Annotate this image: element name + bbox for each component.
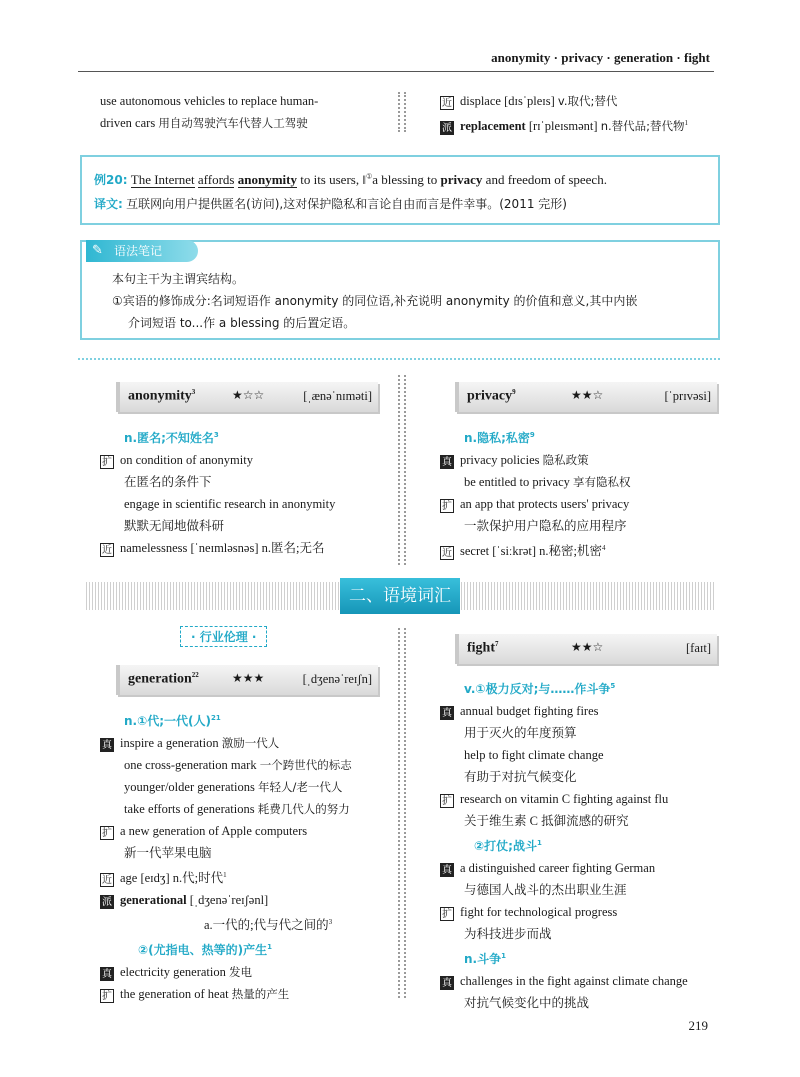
anonymity-ipa: [ˌænəˈnɪməti] (303, 389, 372, 403)
fight-example-5 (440, 901, 730, 923)
fight-ipa: [faɪt] (686, 641, 711, 655)
anonymity-pos (100, 424, 390, 449)
privacy-frequency: 9 (512, 388, 516, 396)
privacy-headword (467, 388, 516, 405)
generation-example-5-en: a new generation of Apple computers (120, 824, 308, 838)
fight-pos-2 (440, 832, 730, 857)
entry-anonymity (116, 382, 406, 412)
generation-pos-2 (100, 936, 390, 961)
anonymity-example-1 (100, 449, 390, 471)
fight-pos-3-text: n.斗争 (464, 952, 502, 966)
fight-pos-2-text: ②打仗;战斗 (474, 839, 537, 853)
privacy-example-2-en: be entitled to privacy (464, 475, 570, 489)
generation-ipa: [ˌdʒenəˈreɪʃn] (302, 672, 372, 686)
top-left-line-2-en: driven cars (100, 116, 156, 130)
exam-tag: 真 (102, 740, 112, 751)
privacy-example-1-zh: 隐私政策 (542, 453, 589, 467)
privacy-ipa: [ˈprɪvəsi] (664, 389, 711, 403)
privacy-synonym-frequency: 4 (601, 544, 606, 552)
generation-example-6-zh: 发电 (228, 965, 252, 980)
derivative-tag: 派 (442, 123, 452, 135)
generational-word: generational (120, 893, 187, 908)
pen-icon: ✎ (92, 243, 103, 258)
synonym-tag: 近 (102, 545, 112, 556)
generation-pos-1-text: n.①代;一代(人) (124, 714, 212, 728)
extension-tag: 扩 (102, 457, 112, 468)
privacy-headword-bar (455, 382, 717, 412)
grammar-line-3: 介词短语 to...作 a blessing 的后置定语。 (128, 316, 356, 330)
synonym-tag: 近 (102, 875, 112, 887)
column-divider-top (398, 92, 406, 132)
translation-label: 译文: (94, 197, 123, 211)
replacement-word: replacement (460, 119, 526, 134)
generation-pos-1-frequency: 21 (211, 714, 221, 722)
privacy-example-1-en: privacy policies (460, 453, 540, 467)
anonymity-example-1-en: on condition of anonymity (120, 453, 253, 467)
exam-tag: 真 (442, 457, 452, 468)
exam-tag: 真 (102, 969, 112, 981)
privacy-synonym-text: secret [ˈsiːkrət] n.秘密;机密 (460, 544, 602, 559)
fight-pos-1 (440, 675, 730, 700)
grammar-line-1: 本句主干为主谓宾结构。 (112, 272, 245, 286)
generation-pos-2-frequency: 1 (267, 943, 273, 952)
generation-example-4-zh: 耗费几代人的努力 (257, 802, 350, 816)
privacy-synonym (440, 537, 730, 562)
privacy-word: privacy (467, 388, 513, 404)
top-left-line-2-zh: 用自动驾驶汽车代替人工驾驶 (158, 116, 308, 130)
generation-example-2-zh: 一个跨世代的标志 (259, 758, 352, 772)
generation-frequency: 22 (191, 671, 199, 679)
anonymity-headword-bar (116, 382, 378, 412)
privacy-example-2-zh: 享有隐私权 (573, 475, 631, 489)
fight-example-4 (440, 857, 730, 879)
generational-frequency: 3 (328, 918, 333, 927)
privacy-example-3-en: an app that protects users' privacy (460, 497, 630, 511)
generation-example-2 (100, 754, 390, 776)
example-subject: The Internet (130, 172, 195, 187)
anonymity-synonym-text: namelessness [ˈneɪmləsnəs] n.匿名;无名 (120, 541, 325, 555)
grammar-note-tab (86, 240, 198, 262)
synonym-tag: 近 (442, 98, 452, 109)
extension-tag: 扩 (442, 501, 452, 512)
privacy-star-rating: ★★☆ (571, 388, 604, 402)
entry-generation (116, 665, 406, 695)
exam-tag: 真 (442, 708, 452, 719)
fight-pos-3-frequency: 1 (501, 952, 506, 960)
example-verb: affords (197, 172, 235, 187)
anonymity-star-rating: ★☆☆ (232, 388, 265, 402)
header-rule (78, 71, 714, 72)
fight-example-6-en: challenges in the fight against climate change (460, 974, 688, 988)
privacy-pos (440, 424, 730, 449)
translation-text: 互联网向用户提供匿名(访问),这对保护隐私和言论自由而言是件幸事。(2011 完形) (126, 197, 567, 211)
displace-definition: v.取代;替代 (557, 94, 618, 108)
privacy-body (440, 424, 730, 562)
generation-synonym-text: age [eɪdʒ] n.代;时代 (120, 871, 224, 886)
fight-word: fight (467, 640, 495, 656)
top-right-continuation (440, 90, 730, 137)
fight-example-4-zh: 与德国人战斗的杰出职业生涯 (464, 883, 627, 897)
anonymity-frequency: 3 (191, 388, 196, 396)
fight-example-1 (440, 700, 730, 722)
anonymity-synonym (100, 537, 390, 559)
exam-tag: 真 (442, 978, 452, 989)
anonymity-word: anonymity (128, 388, 192, 404)
displace-ipa: [dɪsˈpleɪs] (504, 94, 555, 108)
fight-headword (467, 640, 499, 657)
generation-pos-1 (100, 707, 390, 732)
generation-example-3-zh: 年轻人/老一代人 (257, 780, 343, 794)
running-head: anonymity · privacy · generation · fight (491, 50, 710, 65)
example-part-4: to its users, (300, 172, 360, 187)
generation-example-2-en: one cross-generation mark (124, 758, 257, 772)
replacement-definition: n.替代品;替代物 (600, 119, 685, 134)
generation-example-1-en: inspire a generation (120, 736, 219, 750)
privacy-example-3-zh: 一款保护用户隐私的应用程序 (464, 519, 627, 533)
example-part-5: a blessing to (372, 172, 438, 187)
generation-example-7 (100, 983, 390, 1005)
anonymity-headword (128, 388, 195, 405)
generation-example-7-en: the generation of heat (120, 987, 229, 1002)
fight-example-2-en: help to fight climate change (464, 748, 604, 762)
generation-example-3-en: younger/older generations (124, 780, 255, 794)
top-left-line-2 (100, 112, 390, 134)
fight-frequency: 7 (495, 640, 499, 648)
generation-headword-bar (116, 665, 378, 695)
example-sentence-box (80, 155, 720, 225)
example-marker: ‖ (362, 172, 366, 187)
entry-fight (455, 634, 745, 664)
generation-pos-2-text: ②(尤指电、热等的)产生 (138, 943, 268, 958)
fight-example-1-en: annual budget fighting fires (460, 704, 599, 718)
generation-example-6-en: electricity generation (120, 965, 226, 980)
anonymity-example-2-en: engage in scientific research in anonymity (124, 497, 336, 511)
exam-tag: 真 (442, 865, 452, 876)
fight-pos-2-frequency: 1 (536, 839, 542, 847)
top-left-continuation (100, 90, 390, 134)
generation-example-4-en: take efforts of generations (124, 802, 255, 816)
generational-definition-text: a.一代的;代与代之间的 (204, 918, 329, 933)
privacy-pos-text: n.隐私;私密 (464, 431, 530, 445)
fight-pos-1-text: v.①极力反对;与……作斗争 (464, 682, 611, 696)
privacy-pos-frequency: 9 (529, 431, 535, 439)
generation-word: generation (128, 671, 192, 687)
example-circled-1: ① (366, 172, 373, 181)
fight-body (440, 675, 730, 1014)
generation-example-1 (100, 732, 390, 754)
generation-headword (128, 671, 199, 688)
section-title: 二、语境词汇 (340, 578, 460, 614)
entry-privacy (455, 382, 745, 412)
privacy-example-2 (440, 471, 730, 493)
fight-example-3-en: research on vitamin C fighting against flu (460, 792, 669, 806)
anonymity-body (100, 424, 390, 559)
example-privacy: privacy (440, 172, 483, 187)
grammar-note-title: 语法笔记 (114, 244, 163, 258)
generation-star-rating: ★★★ (232, 671, 265, 685)
generation-synonym (100, 864, 390, 889)
fight-example-3-zh: 关于维生素 C 抵御流感的研究 (464, 814, 629, 828)
generation-example-7-zh: 热量的产生 (231, 987, 290, 1002)
fight-example-6-zh: 对抗气候变化中的挑战 (464, 996, 590, 1010)
grammar-line-2: ①宾语的修饰成分:名词短语作 anonymity 的同位语,补充说明 anonymity 的价值和意义,其中内嵌 (112, 294, 638, 308)
generational-ipa: [ˌdʒenəˈreɪʃənl] (189, 893, 269, 908)
replacement-entry (440, 112, 730, 137)
fight-pos-1-frequency: 5 (610, 682, 616, 690)
fight-headword-bar (455, 634, 717, 664)
example-sentence (94, 171, 607, 188)
extension-tag: 扩 (102, 828, 112, 839)
sector-label: · 行业伦理 · (180, 626, 267, 647)
fight-example-4-en: a distinguished career fighting German (460, 861, 656, 875)
fight-example-2-zh: 有助于对抗气候变化 (464, 770, 577, 784)
generation-example-4 (100, 798, 390, 820)
fight-star-rating: ★★☆ (571, 640, 604, 654)
extension-tag: 扩 (442, 796, 452, 807)
top-left-line-1: use autonomous vehicles to replace human- (100, 94, 319, 108)
extension-tag: 扩 (442, 909, 452, 920)
fight-example-5-en: fight for technological progress (460, 905, 618, 919)
displace-word: displace (460, 94, 501, 108)
anonymity-example-2-zh: 默默无闻地做科研 (124, 519, 225, 533)
example-translation (94, 195, 567, 212)
generation-body (100, 707, 390, 1005)
example-object: anonymity (237, 172, 297, 187)
anonymity-example-1-zh: 在匿名的条件下 (124, 475, 212, 489)
fight-pos-3 (440, 945, 730, 970)
generational-definition (100, 911, 390, 936)
replacement-ipa: [rɪˈpleɪsmənt] (528, 119, 598, 134)
generation-example-5-zh: 新一代苹果电脑 (124, 846, 212, 860)
example-label: 例20: (94, 173, 128, 187)
grammar-note-box (80, 240, 720, 340)
generation-example-1-zh: 激励一代人 (221, 736, 280, 750)
privacy-example-1 (440, 449, 730, 471)
page-number: 219 (688, 1018, 708, 1033)
replacement-frequency: 1 (684, 119, 689, 127)
synonym-tag: 近 (442, 548, 452, 560)
generation-derivative (100, 889, 390, 911)
displace-entry (440, 90, 730, 112)
derivative-tag: 派 (102, 897, 112, 909)
section-dotted-rule (78, 358, 720, 360)
privacy-example-3 (440, 493, 730, 515)
anonymity-pos-frequency: 3 (213, 431, 219, 439)
fight-example-6 (440, 970, 730, 992)
example-part-7: and freedom of speech. (485, 172, 607, 187)
anonymity-pos-text: n.匿名;不知姓名 (124, 431, 214, 445)
fight-example-1-zh: 用于灭火的年度预算 (464, 726, 577, 740)
generation-synonym-frequency: 1 (223, 871, 227, 879)
generation-example-6 (100, 961, 390, 983)
fight-example-3 (440, 788, 730, 810)
generation-example-5 (100, 820, 390, 842)
extension-tag: 扩 (102, 991, 112, 1003)
generation-example-3 (100, 776, 390, 798)
fight-example-5-zh: 为科技进步而战 (464, 927, 552, 941)
